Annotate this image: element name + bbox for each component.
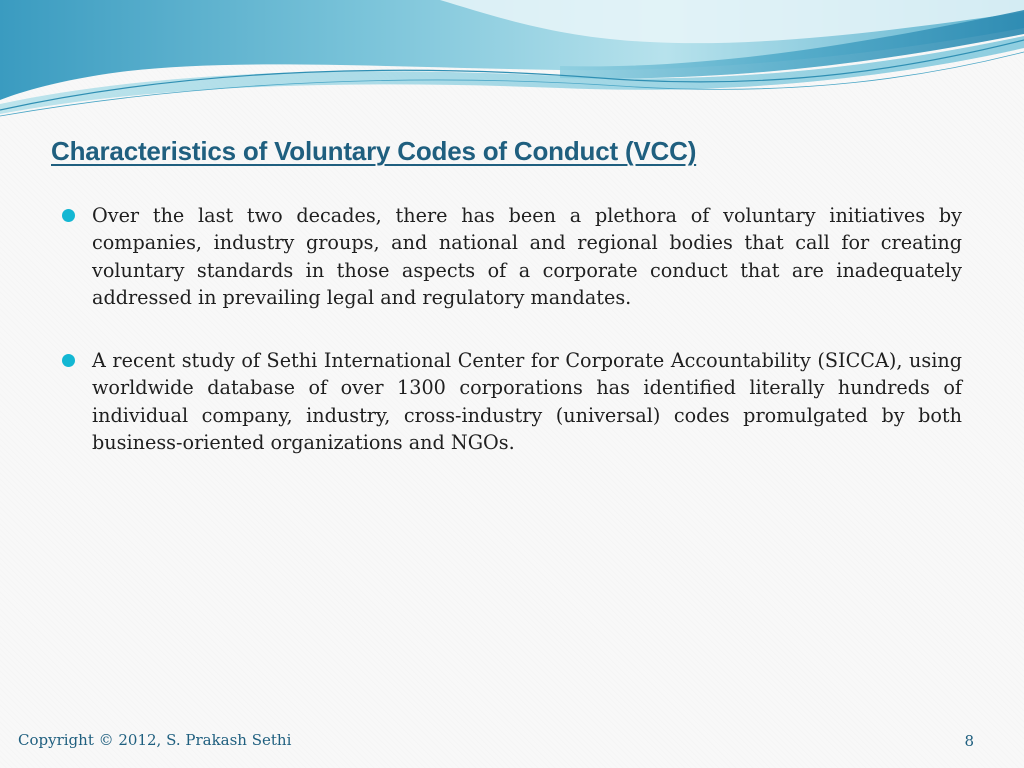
header-wave-decoration <box>0 0 1024 120</box>
bullet-text: A recent study of Sethi International Center for Corporate Accountability (SICCA), using worldwide database of over 1300 corporations has identified literally hundreds of individual company, industry, cross-industry (universal) codes promulgated by both business-oriented organizations and NGOs. <box>92 349 962 455</box>
bullet-dot-icon <box>62 209 75 222</box>
page-number: 8 <box>964 732 974 750</box>
bullet-item <box>60 347 962 456</box>
bullet-text: Over the last two decades, there has been a plethora of voluntary initiatives by companies, industry groups, and national and regional bodies that call for creating voluntary standards in those aspects of a corporate conduct that are inadequately addressed in prevailing legal and regulatory mandates. <box>92 204 962 309</box>
footer-copyright: Copyright © 2012, S. Prakash Sethi <box>18 731 292 749</box>
bullet-dot-icon <box>62 354 75 367</box>
bullet-list <box>60 202 962 492</box>
slide-title: Characteristics of Voluntary Codes of Conduct (VCC) <box>51 136 697 166</box>
bullet-item <box>60 202 962 311</box>
